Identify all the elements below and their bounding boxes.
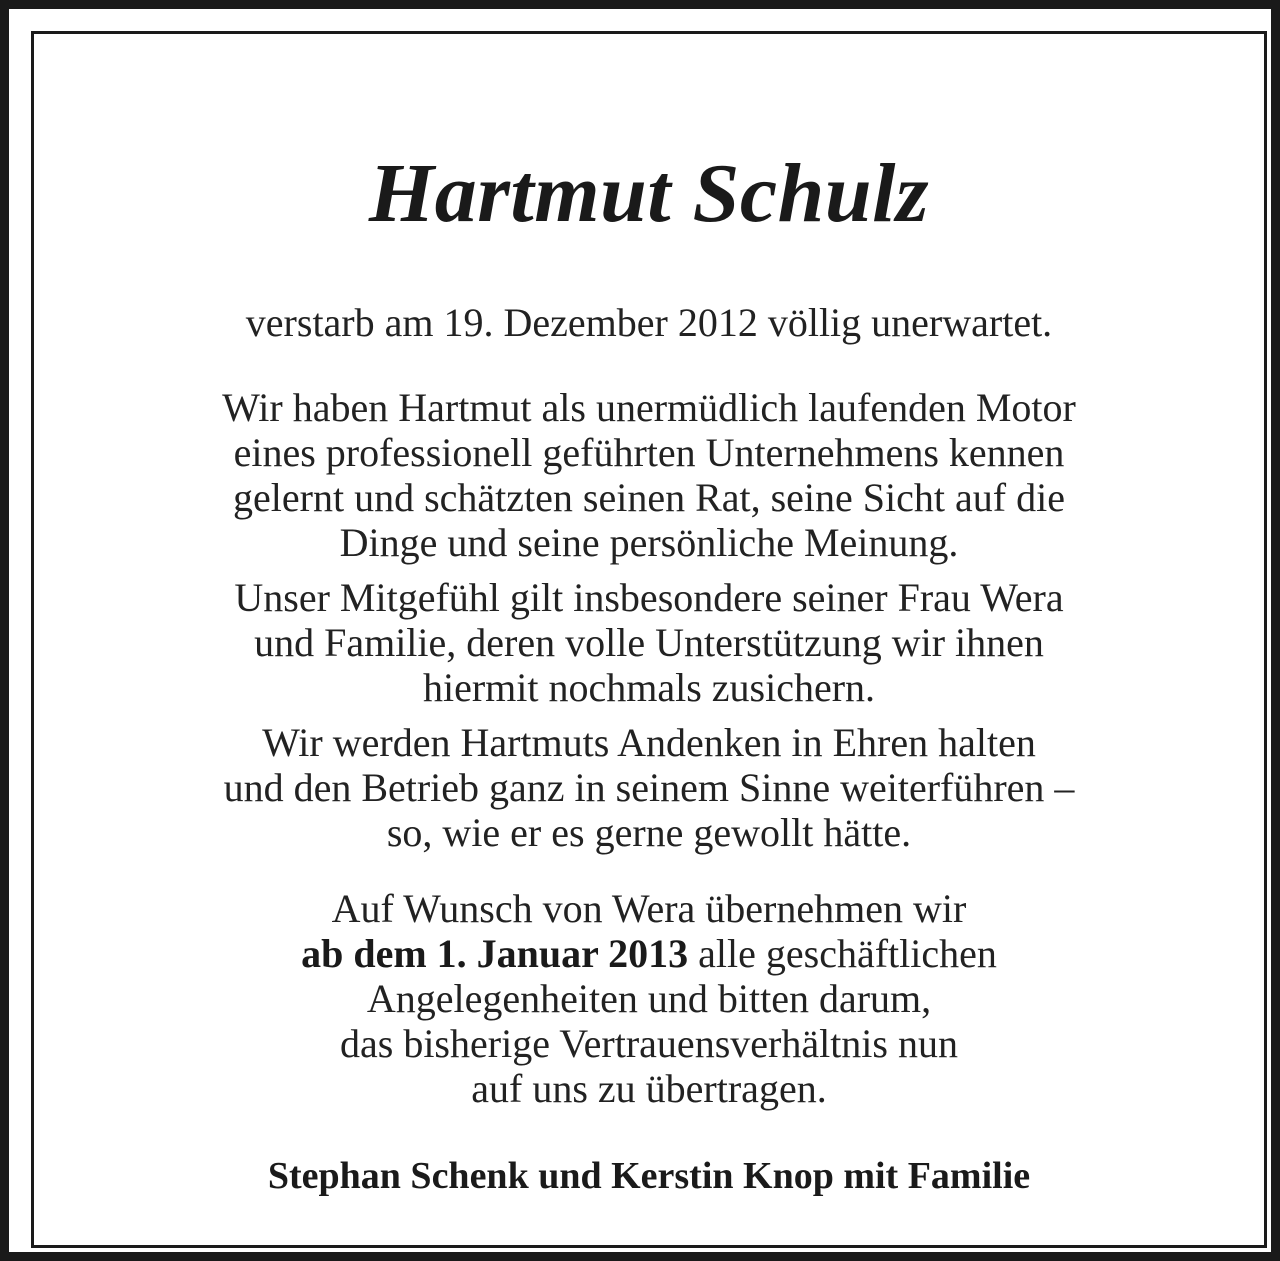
text-line: eines professionell geführten Unternehmens kennen [233, 430, 1065, 475]
text-line: so, wie er es gerne gewollt hätte. [386, 810, 912, 855]
paragraph-business-transfer [34, 886, 1264, 1111]
text-line: hiermit nochmals zusichern. [422, 665, 876, 710]
signature: Stephan Schenk und Kerstin Knop mit Familie [267, 1155, 1031, 1197]
text-line: und den Betrieb ganz in seinem Sinne weiterführen – [223, 765, 1075, 810]
deceased-name: Hartmut Schulz [368, 147, 930, 240]
text-line: Wir werden Hartmuts Andenken in Ehren halten [262, 720, 1036, 765]
paragraph-tribute [34, 385, 1264, 565]
inner-border [31, 31, 1267, 1248]
text-line: auf uns zu übertragen. [471, 1066, 827, 1111]
paragraph-remembrance [34, 720, 1264, 855]
text-fragment: alle geschäftlichen [688, 931, 997, 976]
text-line [34, 931, 1264, 976]
transfer-date: ab dem 1. Januar 2013 [301, 931, 689, 976]
text-line: das bisherige Vertrauensverhältnis nun [340, 1021, 958, 1066]
text-line: Auf Wunsch von Wera übernehmen wir [331, 886, 967, 931]
text-line: und Familie, deren volle Unterstützung wir ihnen [254, 620, 1044, 665]
text-line: Dinge und seine persönliche Meinung. [339, 520, 959, 565]
death-line: verstarb am 19. Dezember 2012 völlig unerwartet. [245, 300, 1053, 345]
death-statement [34, 300, 1264, 345]
text-line: Angelegenheiten und bitten darum, [366, 976, 932, 1021]
text-line: Unser Mitgefühl gilt insbesondere seiner Frau Wera [234, 575, 1064, 620]
text-line: Wir haben Hartmut als unermüdlich laufenden Motor [222, 385, 1076, 430]
paragraph-condolence [34, 575, 1264, 710]
text-line: gelernt und schätzten seinen Rat, seine Sicht auf die [233, 475, 1065, 520]
